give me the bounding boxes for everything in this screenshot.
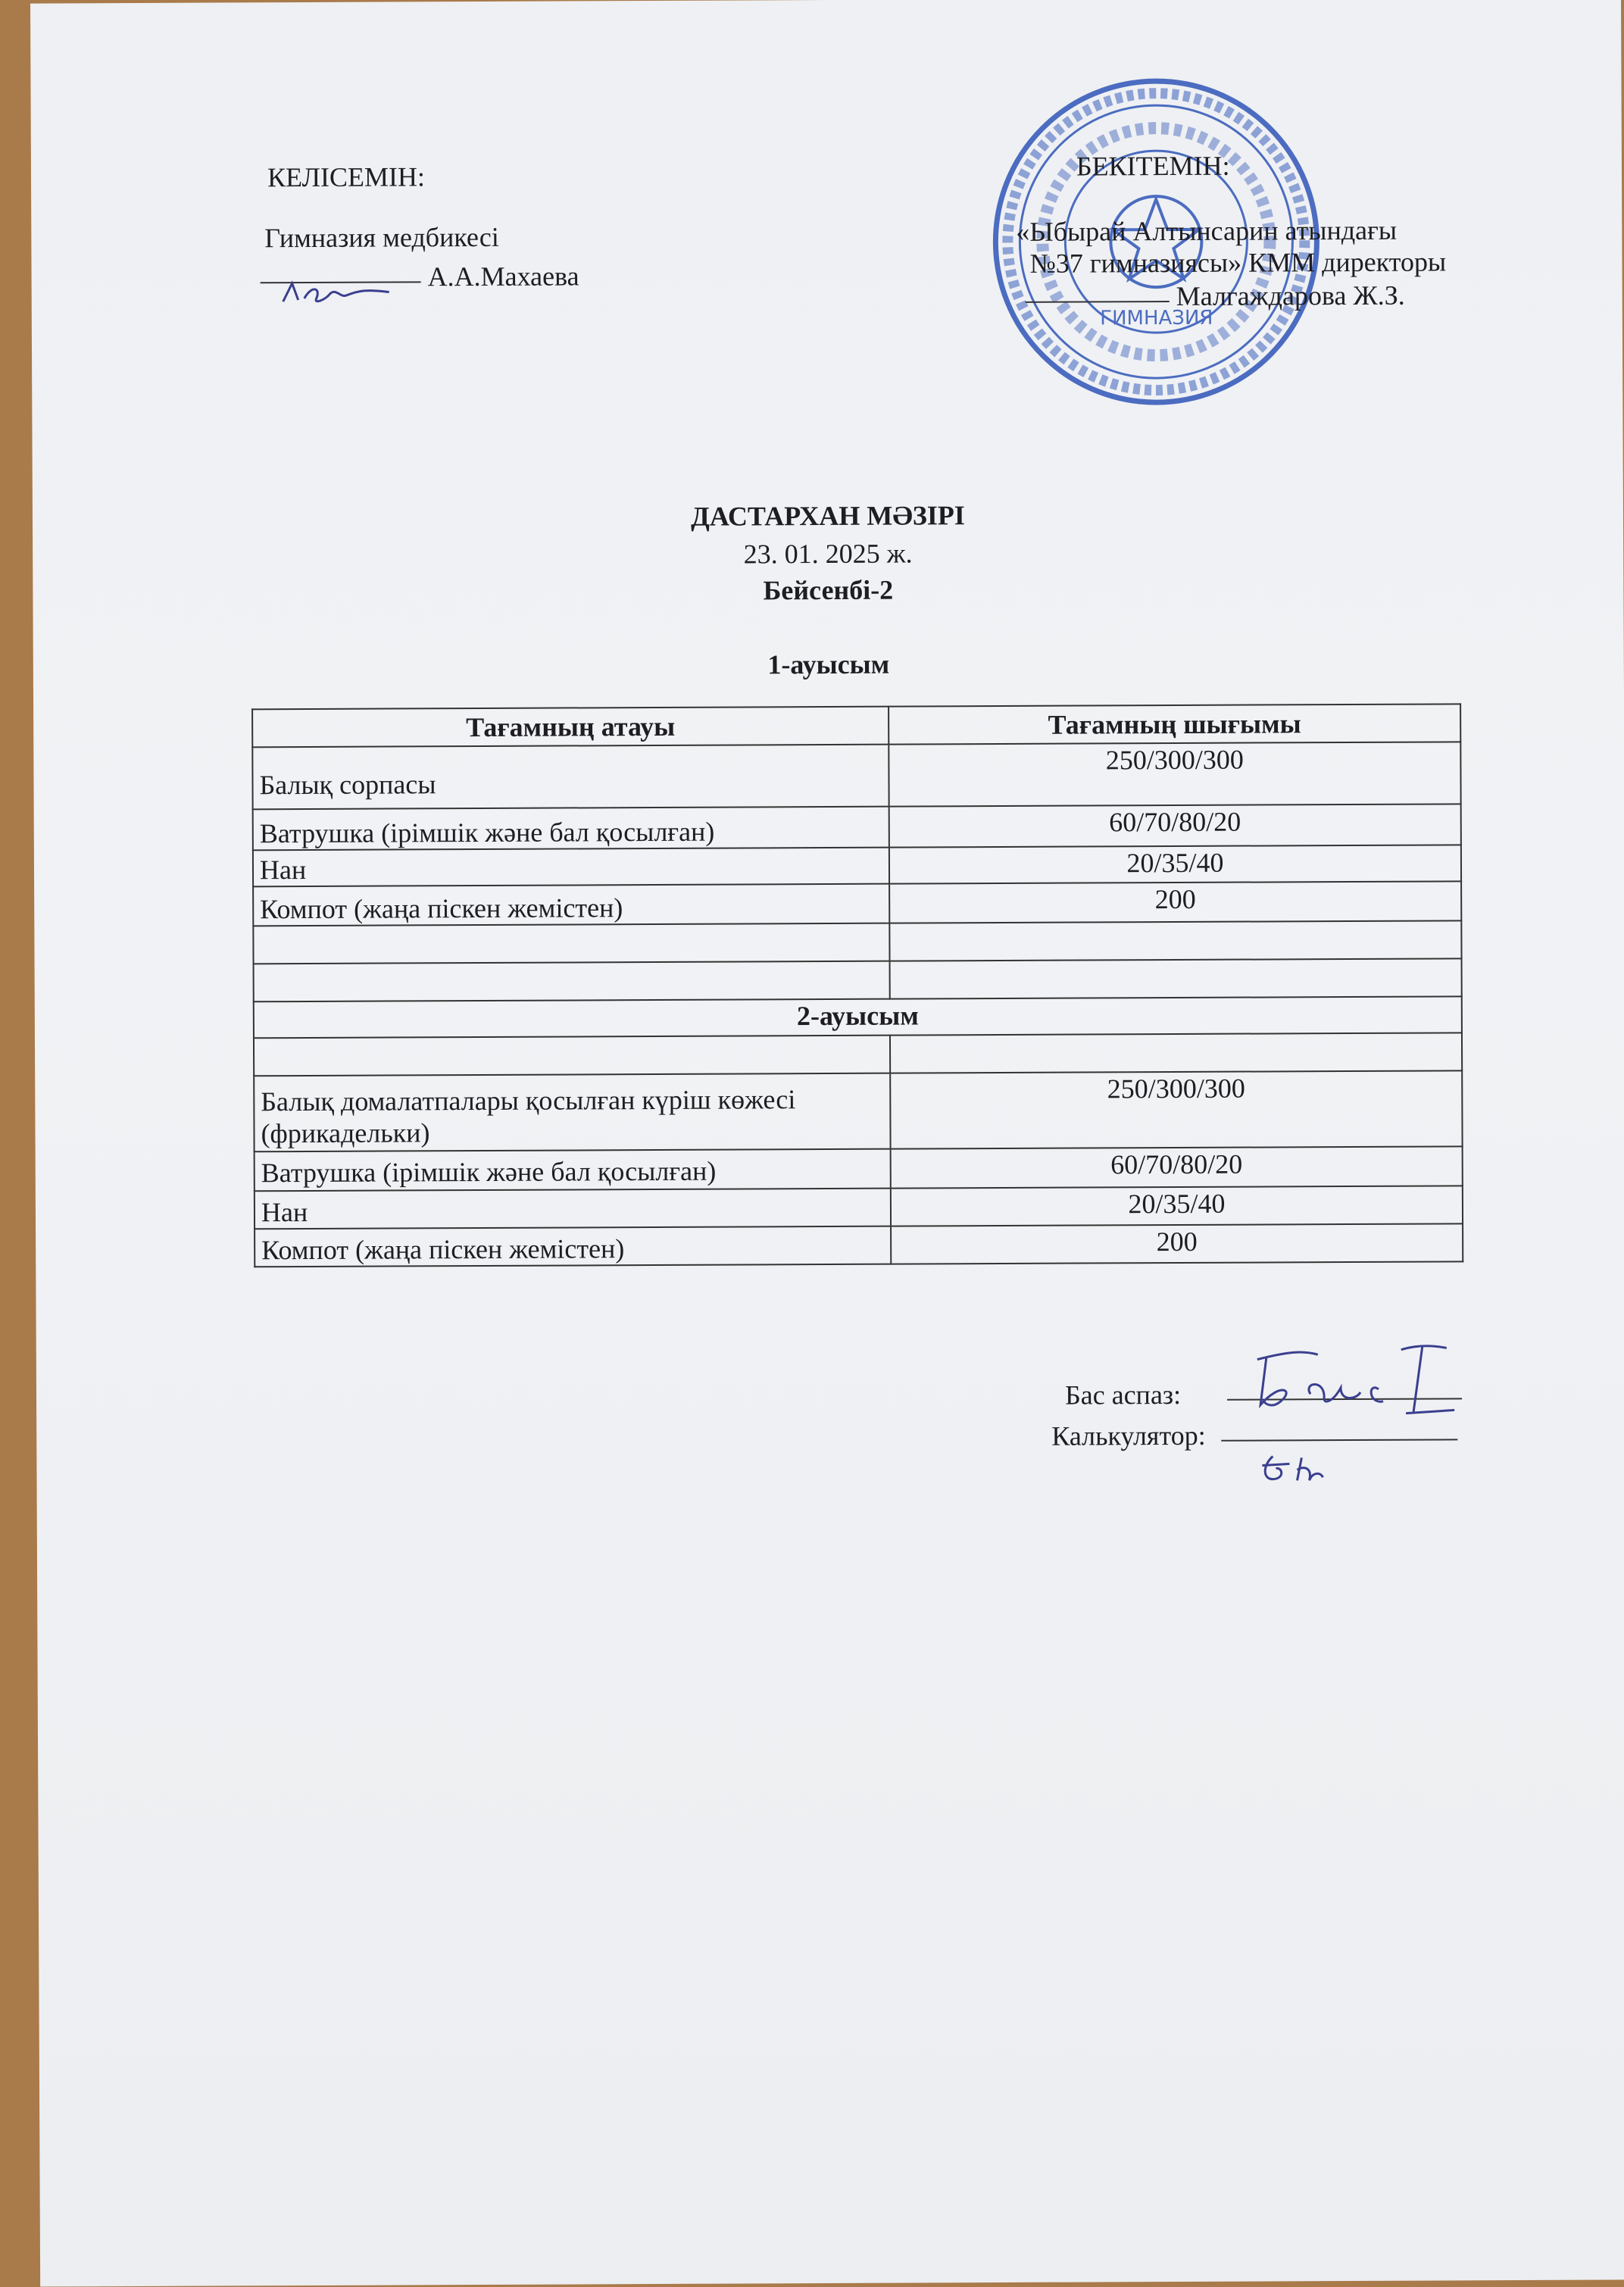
nurse-signature-scribble [276, 277, 436, 308]
table-row-empty [253, 920, 1461, 964]
col-header-yield: Тағамның шығымы [889, 704, 1460, 744]
calculator-signature-row [1051, 1418, 1458, 1451]
approval-right-line1: «Ыбырай Алтынсарин атындағы [1016, 214, 1398, 247]
dish-yield: 250/300/300 [890, 1070, 1462, 1148]
dish-name: Ватрушка (ірімшік және бал қосылған) [255, 1149, 891, 1192]
chef-signature-row [1065, 1377, 1462, 1411]
dish-name: Ватрушка (ірімшік және бал қосылған) [253, 807, 889, 851]
dish-yield: 200 [891, 1223, 1463, 1264]
approval-left-heading: КЕЛІСЕМІН: [267, 161, 426, 193]
table-row [255, 1186, 1463, 1229]
table-row-empty [254, 1033, 1462, 1076]
empty-cell [253, 923, 889, 964]
dish-yield: 60/70/80/20 [891, 1146, 1463, 1188]
table-row [253, 804, 1461, 850]
dish-name: Нан [253, 848, 889, 887]
table-row [253, 881, 1461, 926]
table-row [255, 1223, 1463, 1267]
shift2-label: 2-ауысым [254, 996, 1462, 1038]
dish-yield: 60/70/80/20 [889, 804, 1461, 847]
table-row [253, 845, 1461, 886]
chef-signature [1227, 1398, 1462, 1400]
dish-name: Нан [255, 1189, 891, 1229]
dish-yield: 20/35/40 [891, 1186, 1463, 1226]
dish-name: Компот (жаңа піскен жемістен) [255, 1226, 891, 1267]
table-row-empty [254, 958, 1462, 1001]
empty-cell [254, 1036, 890, 1076]
table-row [255, 1146, 1463, 1191]
dish-name: Балық сорпасы [252, 745, 889, 810]
calculator-signature [1222, 1439, 1458, 1441]
empty-cell [889, 920, 1461, 961]
dish-name: Балық домалатпалары қосылған күріш көжесі (фрикадельки) [254, 1073, 890, 1152]
stamp-text: ГИМНАЗИЯ [1100, 306, 1213, 330]
dish-name: Компот (жаңа піскен жемістен) [253, 884, 889, 926]
chef-label: Бас аспаз: [1064, 1379, 1182, 1411]
empty-cell [890, 958, 1462, 998]
table-header-row [252, 704, 1460, 747]
approval-left-position: Гимназия медбикесі [264, 221, 499, 254]
shift2-row [254, 996, 1462, 1038]
dish-yield: 200 [889, 881, 1461, 923]
dish-yield: 250/300/300 [889, 742, 1460, 806]
empty-cell [890, 1033, 1462, 1073]
document-day: Бейсенбі-2 [763, 574, 894, 606]
menu-table [251, 703, 1463, 1267]
approval-right-line2: №37 гимназиясы» КММ директоры [1029, 246, 1447, 279]
document-title: ДАСТАРХАН МӘЗІРІ [690, 500, 965, 532]
approval-right-name: Малгаждарова Ж.З. [1176, 280, 1405, 311]
director-signature [1026, 301, 1170, 303]
shift1-label: 1-ауысым [767, 648, 890, 680]
table-row [252, 742, 1460, 809]
nurse-signature [261, 281, 421, 283]
calculator-label: Калькулятор: [1051, 1420, 1206, 1451]
calculator-signature-scribble [1260, 1450, 1351, 1489]
approval-left-signature-line [260, 260, 579, 293]
approval-right-signature-line [1026, 280, 1405, 313]
document-date: 23. 01. 2025 ж. [743, 538, 913, 570]
document-page [30, 0, 1624, 2287]
approval-left-name: А.А.Махаева [427, 261, 579, 292]
approval-right-heading: БЕКІТЕМІН: [1076, 150, 1230, 182]
empty-cell [254, 961, 890, 1002]
col-header-name: Тағамның атауы [252, 707, 889, 748]
table-row [254, 1070, 1462, 1151]
dish-yield: 20/35/40 [889, 845, 1461, 883]
chef-signature-scribble [1227, 1328, 1470, 1420]
